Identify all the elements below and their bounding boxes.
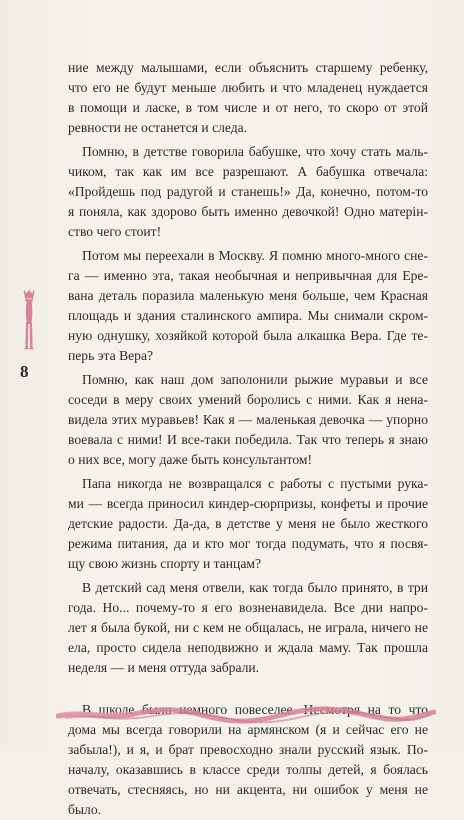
text-line: забыла!), и я, и брат превосходно знали русский язык. По- (68, 742, 428, 757)
text-line: детские радости. Да-да, в детстве у меня не было жесткого (68, 516, 428, 531)
text-line: ревности не останется и следа. (68, 120, 248, 135)
text-line: чиком, так как им все разрешают. А бабушка отвечала: (68, 164, 428, 179)
text-line: было. (68, 802, 102, 817)
text-line: режима питания, да и кто мог тогда подумать, что я посвя- (68, 536, 428, 551)
text-line: В школе было немного повеселее. Несмотря на то что (82, 702, 428, 717)
paragraph-3 (68, 246, 428, 366)
text-line: ми — всегда приносил киндер-сюрпризы, конфеты и прочие (68, 496, 428, 511)
brush-stroke-icon (56, 702, 436, 728)
text-line: года. Но... почему-то я его возненавидела. Все дни напро- (68, 600, 428, 615)
dancer-figure-icon (18, 290, 40, 352)
text-line: В детский сад меня отвели, как тогда было принято, в три (82, 580, 428, 595)
text-line: Папа никогда не возвращался с работы с пустыми рука- (82, 476, 428, 491)
text-line: началу, оказавшись в классе среди толпы детей, я боялась (68, 762, 428, 777)
text-line: перь эта Вера? (68, 348, 154, 363)
paragraph-6 (68, 578, 428, 678)
paragraph-1 (68, 58, 428, 138)
text-line: дома мы всегда говорили на армянском (я и сейчас его не (68, 722, 428, 737)
text-line: площадь и здания сталинского ампира. Мы снимали скром- (68, 308, 428, 323)
text-line: ела, просто сидела неподвижно и ждала маму. Так прошла (68, 640, 428, 655)
text-line: «Пройдешь под радугой и станешь!» Да, конечно, потом-то (68, 184, 428, 199)
text-line: соседи в меру своих умений боролись с ними. Как я нена- (68, 392, 428, 407)
text-line: воевала с ними! И все-таки победила. Так что теперь я знаю (68, 432, 428, 447)
text-line: в помощи и ласке, в том числе и от него, то скоро от этой (68, 100, 428, 115)
text-line: Потом мы переехали в Москву. Я помню много-много сне- (82, 248, 428, 263)
text-line: га — именно эта, такая необычная и непривычная для Ере- (68, 268, 428, 283)
text-line: ную однушку, хозяйкой которой была алкашка Вера. Где те- (68, 328, 428, 343)
paragraph-2 (68, 142, 428, 242)
text-line: Помню, как наш дом заполонили рыжие муравьи и все (82, 372, 428, 387)
text-line: неделя — и меня оттуда забрали. (68, 660, 260, 675)
text-line: вана деталь поразила маленькую меня больше, чем Красная (68, 288, 428, 303)
text-line: лет я была букой, ни с кем не общалась, не играла, ничего не (68, 620, 428, 635)
text-line: ство чего стоит! (68, 224, 162, 239)
text-line: я поняла, как здорово быть именно девочкой! Одно матерін- (68, 204, 428, 219)
text-line: видела этих муравьев! Как я — маленькая девочка — упорно (68, 412, 428, 427)
text-line: ние между малышами, если объяснить старшему ребенку, (68, 60, 428, 75)
text-line: что его не будут меньше любить и что младенец нуждается (68, 80, 428, 95)
page-number: 8 (20, 362, 29, 381)
text-line: о них все, могу даже быть консультантом! (68, 452, 313, 467)
paragraph-5 (68, 474, 428, 574)
text-line: Помню, в детстве говорила бабушке, что хочу стать маль- (82, 144, 428, 159)
text-line: щу свою жизнь спорту и танцам? (68, 556, 261, 571)
paragraph-4 (68, 370, 428, 470)
text-line: отвечать, стесняясь, но ни акцента, ни ошибок у меня не (68, 782, 428, 797)
